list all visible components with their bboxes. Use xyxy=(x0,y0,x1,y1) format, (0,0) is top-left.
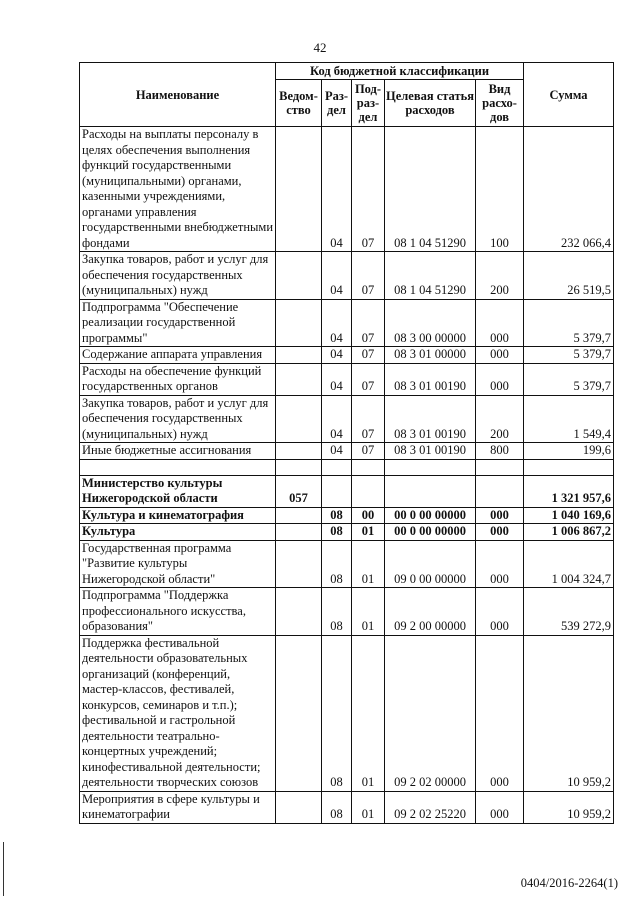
cell-section: 08 xyxy=(322,791,352,823)
cell-dept xyxy=(276,347,322,364)
cell-subsection: 01 xyxy=(352,791,385,823)
cell-sum: 5 379,7 xyxy=(524,347,614,364)
cell-name: Поддержка фестивальной деятельности образовательных организаций (конференций, мастер-классов, фестивалей, конкурсов, семинаров и т.п.); фестивальной и гастрольной деятельности театрально-концертных учреждений; кинофестивальной деятельности; деятельности творческих союзов xyxy=(80,635,276,791)
cell-type: 000 xyxy=(476,363,524,395)
cell-subsection: 01 xyxy=(352,540,385,588)
cell-dept xyxy=(276,363,322,395)
cell-sum: 1 040 169,6 xyxy=(524,507,614,524)
table-row xyxy=(80,252,614,300)
cell-target: 09 0 00 00000 xyxy=(385,540,476,588)
table-row xyxy=(80,459,614,475)
margin-mark xyxy=(3,842,4,896)
cell-target xyxy=(385,459,476,475)
cell-subsection: 07 xyxy=(352,395,385,443)
cell-type: 000 xyxy=(476,507,524,524)
cell-sum: 1 321 957,6 xyxy=(524,475,614,507)
cell-target: 08 3 01 00190 xyxy=(385,363,476,395)
cell-type: 000 xyxy=(476,588,524,636)
table-row xyxy=(80,347,614,364)
cell-dept xyxy=(276,443,322,460)
cell-dept xyxy=(276,635,322,791)
cell-sum: 5 379,7 xyxy=(524,363,614,395)
cell-section: 08 xyxy=(322,507,352,524)
cell-dept xyxy=(276,252,322,300)
table-row xyxy=(80,507,614,524)
cell-target: 00 0 00 00000 xyxy=(385,524,476,541)
cell-target: 08 1 04 51290 xyxy=(385,252,476,300)
cell-sum: 199,6 xyxy=(524,443,614,460)
cell-subsection: 07 xyxy=(352,347,385,364)
cell-sum: 1 006 867,2 xyxy=(524,524,614,541)
cell-dept xyxy=(276,540,322,588)
cell-dept xyxy=(276,588,322,636)
table-row xyxy=(80,443,614,460)
table-row xyxy=(80,363,614,395)
cell-sum: 5 379,7 xyxy=(524,299,614,347)
cell-section: 04 xyxy=(322,347,352,364)
cell-name: Расходы на обеспечение функций государственных органов xyxy=(80,363,276,395)
cell-dept xyxy=(276,299,322,347)
cell-name: Мероприятия в сфере культуры и кинематографии xyxy=(80,791,276,823)
cell-section: 04 xyxy=(322,299,352,347)
cell-dept xyxy=(276,524,322,541)
header-target: Целевая статья расходов xyxy=(385,80,476,127)
cell-sum xyxy=(524,459,614,475)
cell-type xyxy=(476,459,524,475)
cell-name: Расходы на выплаты персоналу в целях обеспечения выполнения функций государственными (муниципальными) органами, казенными учреждениями, органами управления государственными внебюджетными фондами xyxy=(80,127,276,252)
cell-dept xyxy=(276,459,322,475)
cell-section: 08 xyxy=(322,524,352,541)
cell-type: 000 xyxy=(476,791,524,823)
cell-section xyxy=(322,475,352,507)
header-dept: Ведом- ство xyxy=(276,80,322,127)
header-sum: Сумма xyxy=(524,63,614,127)
table-body xyxy=(80,127,614,824)
table-row xyxy=(80,475,614,507)
cell-name: Закупка товаров, работ и услуг для обеспечения государственных (муниципальных) нужд xyxy=(80,252,276,300)
cell-section: 04 xyxy=(322,252,352,300)
cell-subsection xyxy=(352,475,385,507)
page-number: 42 xyxy=(313,40,327,55)
table-row xyxy=(80,524,614,541)
cell-type: 100 xyxy=(476,127,524,252)
cell-dept: 057 xyxy=(276,475,322,507)
cell-sum: 10 959,2 xyxy=(524,791,614,823)
cell-target: 09 2 02 00000 xyxy=(385,635,476,791)
cell-name: Культура и кинематография xyxy=(80,507,276,524)
header-classification-group: Код бюджетной классификации xyxy=(276,63,524,80)
cell-type: 200 xyxy=(476,252,524,300)
cell-target xyxy=(385,475,476,507)
header-type: Вид расхо- дов xyxy=(476,80,524,127)
cell-subsection: 07 xyxy=(352,299,385,347)
table-row xyxy=(80,127,614,252)
cell-sum: 26 519,5 xyxy=(524,252,614,300)
cell-type: 000 xyxy=(476,540,524,588)
cell-name: Содержание аппарата управления xyxy=(80,347,276,364)
cell-target: 08 3 01 00190 xyxy=(385,443,476,460)
cell-type: 000 xyxy=(476,299,524,347)
cell-subsection: 07 xyxy=(352,127,385,252)
cell-type xyxy=(476,475,524,507)
cell-target: 08 3 00 00000 xyxy=(385,299,476,347)
cell-section: 04 xyxy=(322,363,352,395)
cell-sum: 10 959,2 xyxy=(524,635,614,791)
document-code: 0404/2016-2264(1) xyxy=(520,876,618,890)
cell-subsection: 07 xyxy=(352,443,385,460)
header-section: Раз- дел xyxy=(322,80,352,127)
cell-type: 000 xyxy=(476,635,524,791)
cell-name: Государственная программа "Развитие культуры Нижегородской области" xyxy=(80,540,276,588)
cell-dept xyxy=(276,507,322,524)
cell-section: 08 xyxy=(322,635,352,791)
cell-section xyxy=(322,459,352,475)
cell-name: Иные бюджетные ассигнования xyxy=(80,443,276,460)
cell-subsection xyxy=(352,459,385,475)
cell-type: 000 xyxy=(476,347,524,364)
cell-subsection: 01 xyxy=(352,524,385,541)
cell-section: 08 xyxy=(322,540,352,588)
cell-dept xyxy=(276,395,322,443)
cell-target: 09 2 00 00000 xyxy=(385,588,476,636)
cell-target: 09 2 02 25220 xyxy=(385,791,476,823)
table-row xyxy=(80,791,614,823)
cell-type: 800 xyxy=(476,443,524,460)
table-row xyxy=(80,299,614,347)
header-name: Наименование xyxy=(80,63,276,127)
cell-target: 08 3 01 00190 xyxy=(385,395,476,443)
cell-name xyxy=(80,459,276,475)
cell-section: 04 xyxy=(322,127,352,252)
cell-section: 04 xyxy=(322,443,352,460)
cell-dept xyxy=(276,127,322,252)
cell-sum: 539 272,9 xyxy=(524,588,614,636)
table-row xyxy=(80,540,614,588)
cell-sum: 232 066,4 xyxy=(524,127,614,252)
cell-target: 08 1 04 51290 xyxy=(385,127,476,252)
cell-name: Подпрограмма "Обеспечение реализации государственной программы" xyxy=(80,299,276,347)
budget-table xyxy=(79,62,614,824)
cell-section: 04 xyxy=(322,395,352,443)
cell-subsection: 07 xyxy=(352,363,385,395)
cell-dept xyxy=(276,791,322,823)
cell-section: 08 xyxy=(322,588,352,636)
cell-subsection: 00 xyxy=(352,507,385,524)
cell-sum: 1 004 324,7 xyxy=(524,540,614,588)
cell-target: 00 0 00 00000 xyxy=(385,507,476,524)
header-subsection: Под- раз- дел xyxy=(352,80,385,127)
table-row xyxy=(80,635,614,791)
cell-type: 200 xyxy=(476,395,524,443)
cell-name: Министерство культуры Нижегородской области xyxy=(80,475,276,507)
cell-type: 000 xyxy=(476,524,524,541)
cell-subsection: 01 xyxy=(352,588,385,636)
cell-target: 08 3 01 00000 xyxy=(385,347,476,364)
cell-subsection: 07 xyxy=(352,252,385,300)
cell-name: Культура xyxy=(80,524,276,541)
cell-sum: 1 549,4 xyxy=(524,395,614,443)
cell-name: Подпрограмма "Поддержка профессионального искусства, образования" xyxy=(80,588,276,636)
table-row xyxy=(80,395,614,443)
table-row xyxy=(80,588,614,636)
cell-subsection: 01 xyxy=(352,635,385,791)
cell-name: Закупка товаров, работ и услуг для обеспечения государственных (муниципальных) нужд xyxy=(80,395,276,443)
